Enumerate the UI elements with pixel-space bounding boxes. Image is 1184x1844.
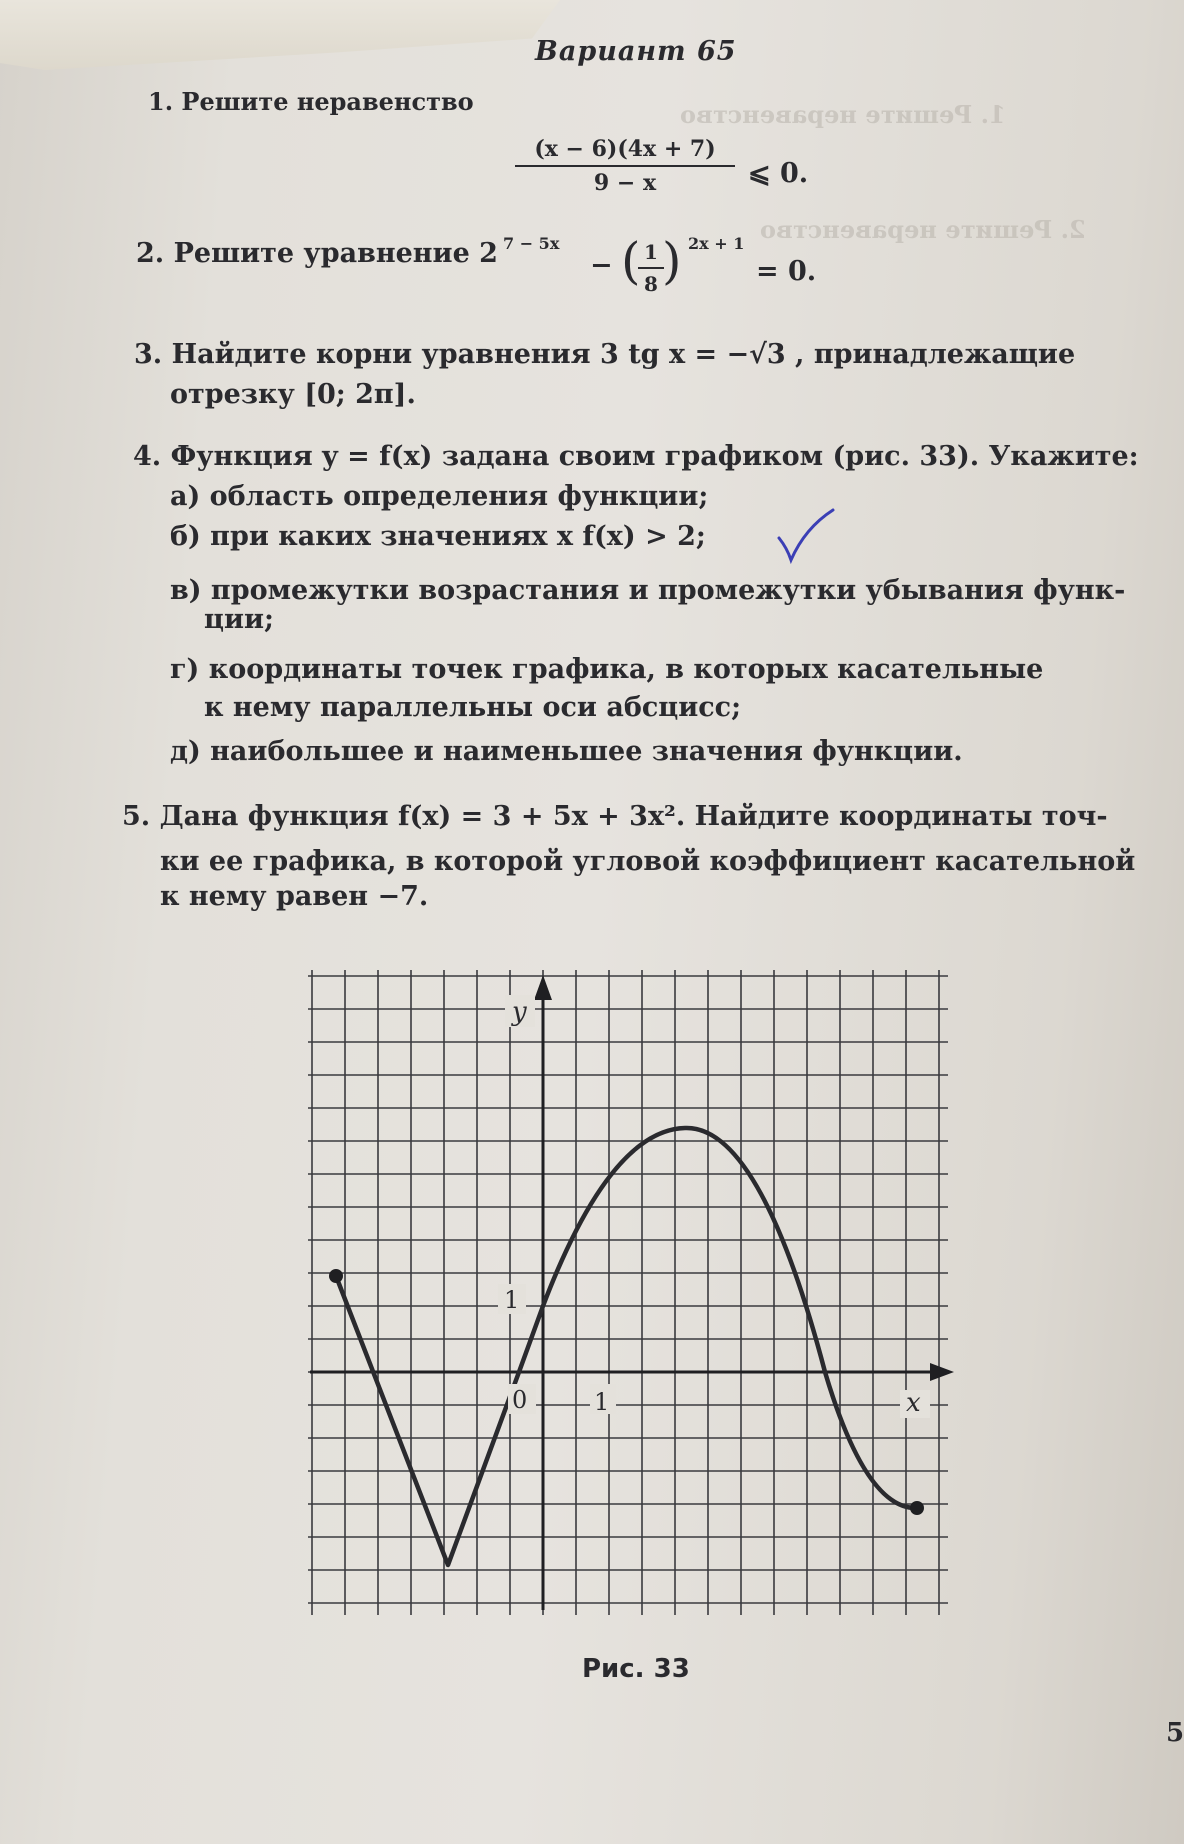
task4-item-g-line2: к нему параллельны оси абсцисс; [204,692,742,723]
task3-line2: отрезку [0; 2π]. [170,379,416,410]
variant-title: Вариант 65 [535,36,737,67]
task3-line1: 3. Найдите корни уравнения 3 tg x = −√3 , принадлежащие [134,339,1076,370]
y-one-label: 1 [504,1286,520,1314]
function-graph [300,960,980,1620]
fraction-bar [638,267,664,269]
task2-frac-den: 8 [644,272,658,296]
graph-grid [308,970,948,1615]
origin-label: 0 [512,1386,528,1414]
task4-item-g-line1: г) координаты точек графика, в которых касательные [170,654,1044,685]
task4-item-d: д) наибольшее и наименьшее значения функции. [170,736,963,767]
task2-left-paren: ( [621,232,641,290]
task2-fraction [638,240,664,296]
task1-denominator: 9 − x [593,170,657,196]
task5-line2: ки ее графика, в которой угловой коэффициент касательной [160,846,1136,877]
task4-item-v-line2: ции; [204,604,274,635]
x-axis-label: x [906,1388,921,1418]
task4-item-b: б) при каких значениях x f(x) > 2; [170,521,706,552]
function-curve [336,1128,917,1565]
y-axis-arrow [534,975,552,1000]
figure-caption: Рис. 33 [582,1654,690,1684]
task2-prefix: 2. Решите уравнение 2 [136,238,498,269]
task2-frac-num: 1 [644,240,658,264]
task1-prefix: 1. Решите неравенство [148,87,474,116]
task5-line1: 5. Дана функция f(x) = 3 + 5x + 3x². Найдите координаты точ- [122,801,1108,832]
bleed-through-text: 2. Решите неравенство [760,215,1086,244]
task1-fraction [515,136,735,196]
check-mark-icon [775,508,835,568]
x-axis-arrow [930,1363,954,1381]
x-one-label: 1 [594,1388,610,1416]
curve-end-point [910,1501,924,1515]
task4-item-a: а) область определения функции; [170,481,709,512]
task1-numerator: (x − 6)(4x + 7) [534,136,716,162]
page-number: 5 [1166,1718,1184,1748]
fraction-bar [515,165,735,167]
task2-minus: − [590,250,613,281]
folded-page-corner [0,0,560,70]
task4-line1: 4. Функция y = f(x) задана своим графиком (рис. 33). Укажите: [133,441,1139,472]
curve-start-point [329,1269,343,1283]
task5-line3: к нему равен −7. [160,881,429,912]
task2-right-paren: ) [662,232,682,290]
task2-exponent1: 7 − 5x [503,234,560,253]
bleed-through-text: 1. Решите неравенство [680,100,1006,129]
task4-item-v-line1: в) промежутки возрастания и промежутки убывания функ- [170,575,1126,606]
task1-tail: ⩽ 0. [748,158,809,189]
y-axis-label: y [512,997,527,1027]
task2-tail: = 0. [756,256,817,287]
task2-exponent2: 2x + 1 [688,234,745,253]
